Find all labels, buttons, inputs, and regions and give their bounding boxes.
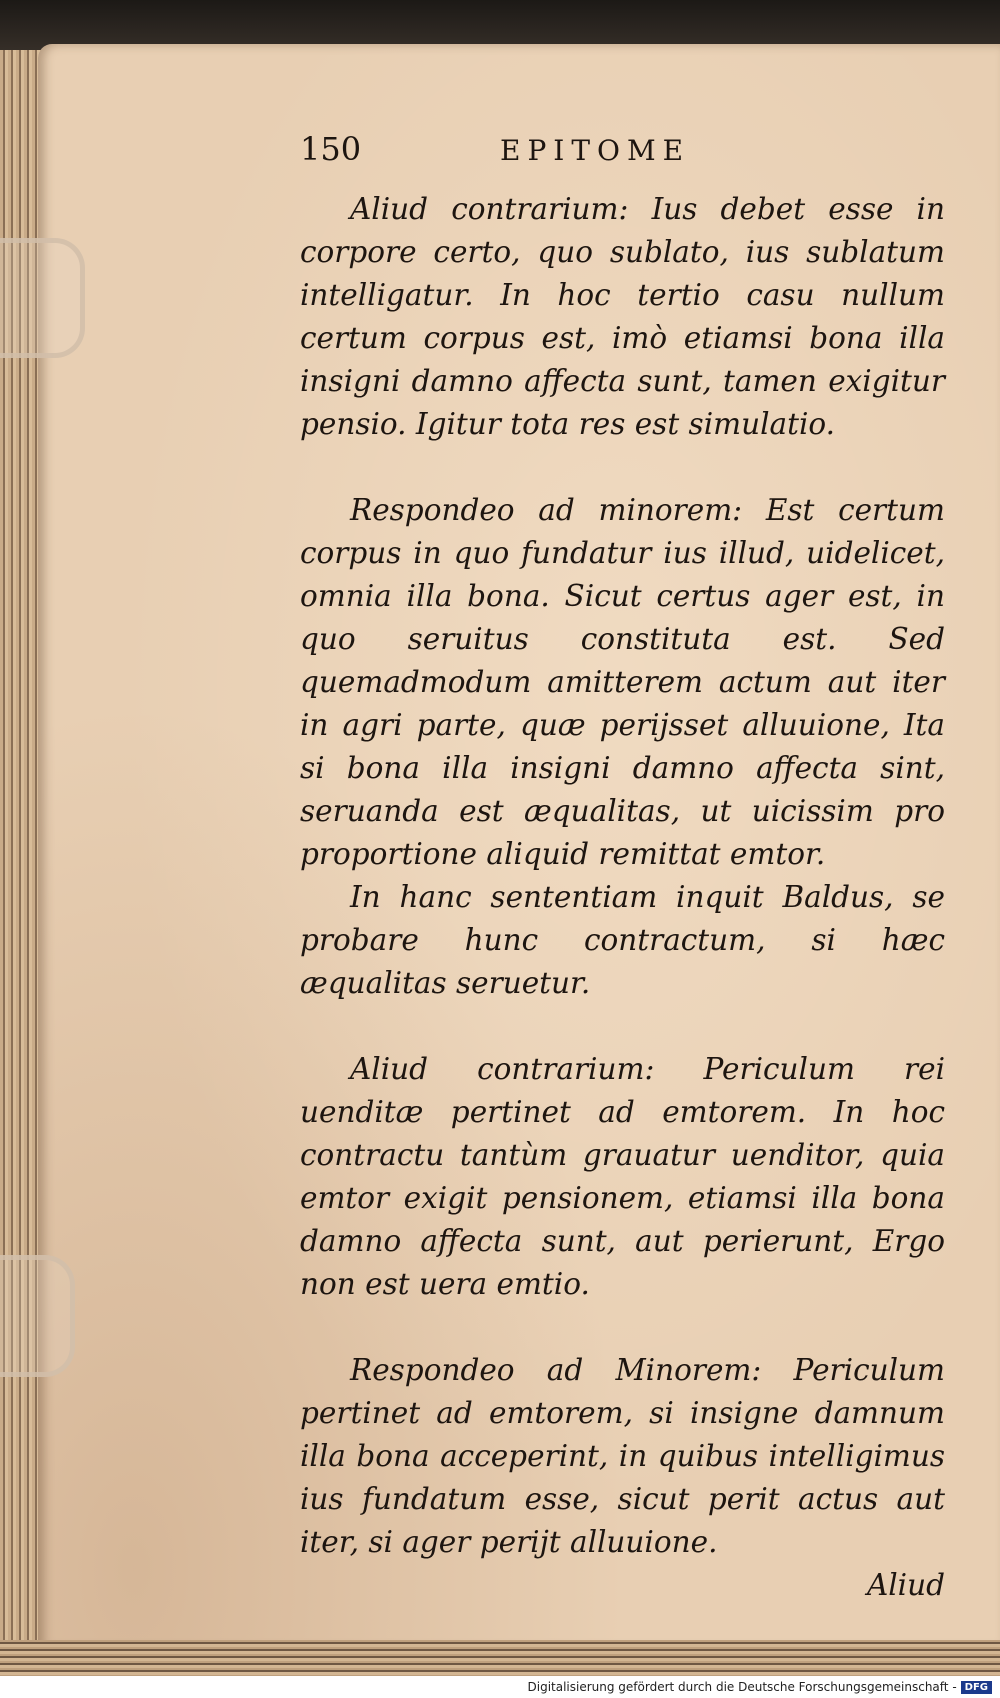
paragraph-gap: [300, 446, 945, 489]
running-head: EPITOME: [500, 134, 691, 167]
paragraph: Respondeo ad minorem: Est certum corpus in quo fundatur ius illud, uidelicet, omnia illa bona. Sicut certus ager est, in quo seruitus constituta est. Sed quemadmodum amitterem actum aut iter in agri parte, quæ perijsset alluuione, Ita si bona illa insigni damno affecta sint, seruanda est æqualitas, ut uicissim pro proportione aliquid remittat emtor.: [300, 493, 945, 871]
body-text: [300, 188, 945, 1564]
paragraph: Aliud contrarium: Periculum rei uenditæ pertinet ad emtorem. In hoc contractu tantùm grauatur uenditor, quia emtor exigit pensionem, etiamsi illa bona damno affecta sunt, aut perierunt, Ergo non est uera emtio.: [300, 1052, 945, 1301]
paragraph: In hanc sententiam inquit Baldus, se probare hunc contractum, si hæc æqualitas seruetur.: [300, 880, 945, 1000]
page-bottom-edges: [0, 1640, 1000, 1676]
page-text: [300, 128, 945, 1607]
paragraph-gap: [300, 1306, 945, 1349]
paragraph: Respondeo ad Minorem: Periculum pertinet ad emtorem, si insigne damnum illa bona acceperint, in quibus intelligimus ius fundatum esse, sicut perit actus aut iter, si ager perijt alluuione.: [300, 1353, 945, 1559]
digitization-footer: [0, 1676, 1000, 1698]
footer-credit: Digitalisierung gefördert durch die Deutsche Forschungsgemeinschaft -: [527, 1680, 957, 1694]
paragraph: Aliud contrarium: Ius debet esse in corpore certo, quo sublato, ius sublatum intelligatur. In hoc tertio casu nullum certum corpus est, imò etiamsi bona illa insigni damno affecta sunt, tamen exigitur pensio. Igitur tota res est simulatio.: [300, 192, 945, 441]
catchword: Aliud: [866, 1568, 945, 1602]
page-number: 150: [300, 130, 362, 168]
dfg-logo-icon: DFG: [961, 1681, 992, 1694]
book-clip-bottom: [0, 1255, 75, 1377]
book-clip-top: [0, 238, 85, 358]
page-header: [300, 128, 945, 188]
paragraph-gap: [300, 1005, 945, 1048]
